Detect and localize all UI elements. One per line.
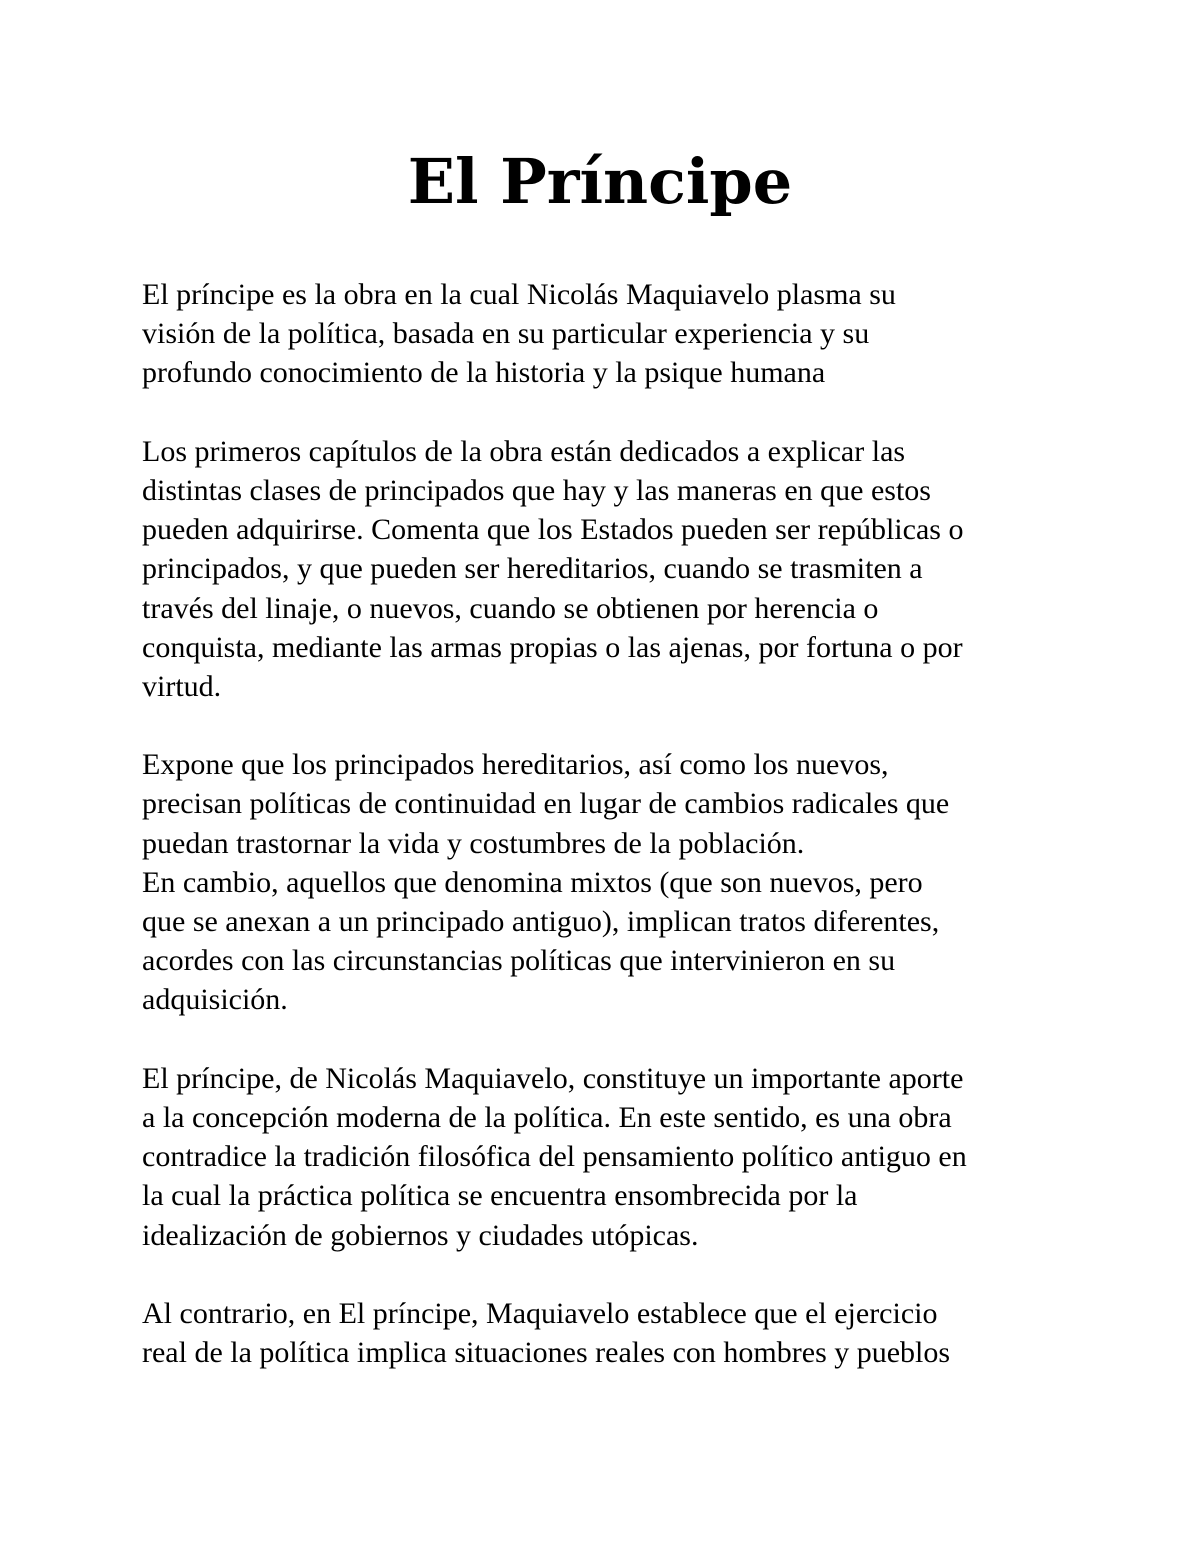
text-line: idealización de gobiernos y ciudades utópicas. <box>142 1218 699 1252</box>
paragraph <box>142 745 1102 1019</box>
text-line: pueden adquirirse. Comenta que los Estados pueden ser repúblicas o <box>142 513 964 547</box>
text-line: Expone que los principados hereditarios, así como los nuevos, <box>142 748 889 782</box>
text-line: adquisición. <box>142 983 288 1017</box>
paragraph <box>142 1294 1102 1372</box>
text-line: precisan políticas de continuidad en lugar de cambios radicales que <box>142 787 950 821</box>
paragraph <box>142 432 1102 706</box>
paragraph <box>142 1059 1102 1255</box>
text-line: El príncipe, de Nicolás Maquiavelo, constituye un importante aporte <box>142 1061 964 1095</box>
paragraph <box>142 275 1102 393</box>
paragraph-gap <box>142 706 1102 745</box>
text-line: que se anexan a un principado antiguo), implican tratos diferentes, <box>142 905 940 938</box>
text-line: través del linaje, o nuevos, cuando se obtienen por herencia o <box>142 591 879 625</box>
text-line: acordes con las circunstancias políticas que intervinieron en su <box>142 944 896 978</box>
document-title: El Príncipe <box>407 145 793 218</box>
text-line: conquista, mediante las armas propias o las ajenas, por fortuna o por <box>142 630 963 664</box>
text-line: Los primeros capítulos de la obra están dedicados a explicar las <box>142 434 906 468</box>
paragraph-gap <box>142 393 1102 432</box>
text-line: Al contrario, en El príncipe, Maquiavelo establece que el ejercicio <box>142 1296 938 1330</box>
text-line: virtud. <box>142 669 222 703</box>
text-line: contradice la tradición filosófica del pensamiento político antiguo en <box>142 1140 967 1174</box>
paragraph-gap <box>142 1020 1102 1059</box>
text-line: la cual la práctica política se encuentra ensombrecida por la <box>142 1179 858 1213</box>
document-body <box>142 275 1102 1372</box>
paragraph-gap <box>142 1255 1102 1294</box>
text-line: principados, y que pueden ser hereditarios, cuando se trasmiten a <box>142 552 923 586</box>
text-line: profundo conocimiento de la historia y la psique humana <box>142 356 826 390</box>
text-line: puedan trastornar la vida y costumbres de la población. <box>142 826 805 860</box>
text-line: a la concepción moderna de la política. En este sentido, es una obra <box>142 1100 952 1134</box>
text-line: real de la política implica situaciones reales con hombres y pueblos <box>142 1336 951 1370</box>
text-line: En cambio, aquellos que denomina mixtos (que son nuevos, pero <box>142 865 923 899</box>
text-line: El príncipe es la obra en la cual Nicolás Maquiavelo plasma su <box>142 278 896 311</box>
text-line: distintas clases de principados que hay y las maneras en que estos <box>142 473 931 507</box>
text-line: visión de la política, basada en su particular experiencia y su <box>142 317 870 351</box>
